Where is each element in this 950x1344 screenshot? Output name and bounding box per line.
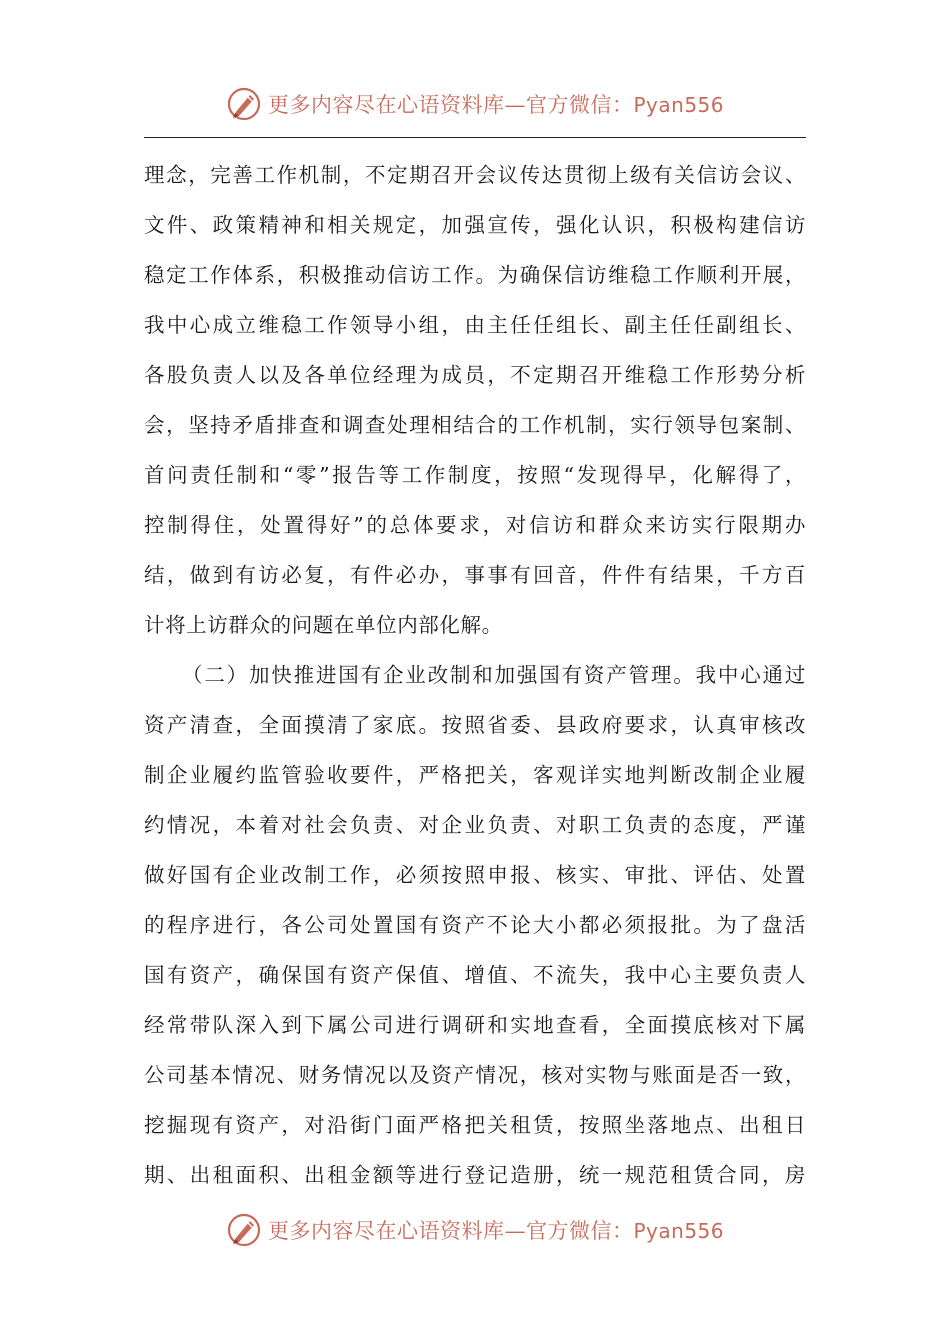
text-line: 资产清查，全面摸清了家底。按照省委、县政府要求，认真审核改: [144, 713, 806, 737]
text-line: 文件、政策精神和相关规定，加强宣传，强化认识，积极构建信访: [144, 213, 806, 237]
text-line: 约情况，本着对社会负责、对企业负责、对职工负责的态度，严谨: [144, 813, 806, 837]
text-line: 挖掘现有资产，对沿街门面严格把关租赁，按照坐落地点、出租日: [144, 1113, 806, 1137]
text-line: 做好国有企业改制工作，必须按照申报、核实、审批、评估、处置: [144, 863, 806, 887]
text-line: 期、出租面积、出租金额等进行登记造册，统一规范租赁合同，房: [144, 1163, 806, 1187]
text-line: 国有资产，确保国有资产保值、增值、不流失，我中心主要负责人: [144, 963, 806, 987]
text-line: 的程序进行，各公司处置国有资产不论大小都必须报批。为了盘活: [144, 913, 806, 937]
text-line: 计将上访群众的问题在单位内部化解。: [144, 613, 503, 637]
text-line: 我中心成立维稳工作领导小组，由主任任组长、副主任任副组长、: [144, 313, 806, 337]
text-line: 控制得住，处置得好”的总体要求，对信访和群众来访实行限期办: [144, 513, 806, 537]
pen-logo-icon: [226, 1212, 262, 1248]
text-line: 稳定工作体系，积极推动信访工作。为确保信访维稳工作顺利开展，: [144, 263, 806, 287]
document-body: [144, 150, 806, 1200]
footer-text: 更多内容尽在心语资料库—官方微信：Pyan556: [267, 1219, 724, 1243]
text-line: 各股负责人以及各单位经理为成员，不定期召开维稳工作形势分析: [144, 363, 806, 387]
text-line: 结，做到有访必复，有件必办，事事有回音，件件有结果，千方百: [144, 563, 806, 587]
header-banner: [0, 82, 950, 126]
paragraph-heading-line: （二）加快推进国有企业改制和加强国有资产管理。我中心通过: [182, 663, 806, 687]
pen-logo-icon: [226, 86, 262, 122]
text-line: 理念，完善工作机制，不定期召开会议传达贯彻上级有关信访会议、: [144, 163, 806, 187]
text-line: 首问责任制和“零”报告等工作制度，按照“发现得早，化解得了，: [144, 463, 806, 487]
text-line: 公司基本情况、财务情况以及资产情况，核对实物与账面是否一致，: [144, 1063, 806, 1087]
footer-banner: [0, 1208, 950, 1252]
text-line: 制企业履约监管验收要件，严格把关，客观详实地判断改制企业履: [144, 763, 806, 787]
header-text: 更多内容尽在心语资料库—官方微信：Pyan556: [267, 93, 724, 117]
text-line: 会，坚持矛盾排查和调查处理相结合的工作机制，实行领导包案制、: [144, 413, 806, 437]
text-line: 经常带队深入到下属公司进行调研和实地查看，全面摸底核对下属: [144, 1013, 806, 1037]
header-divider: [144, 137, 806, 138]
